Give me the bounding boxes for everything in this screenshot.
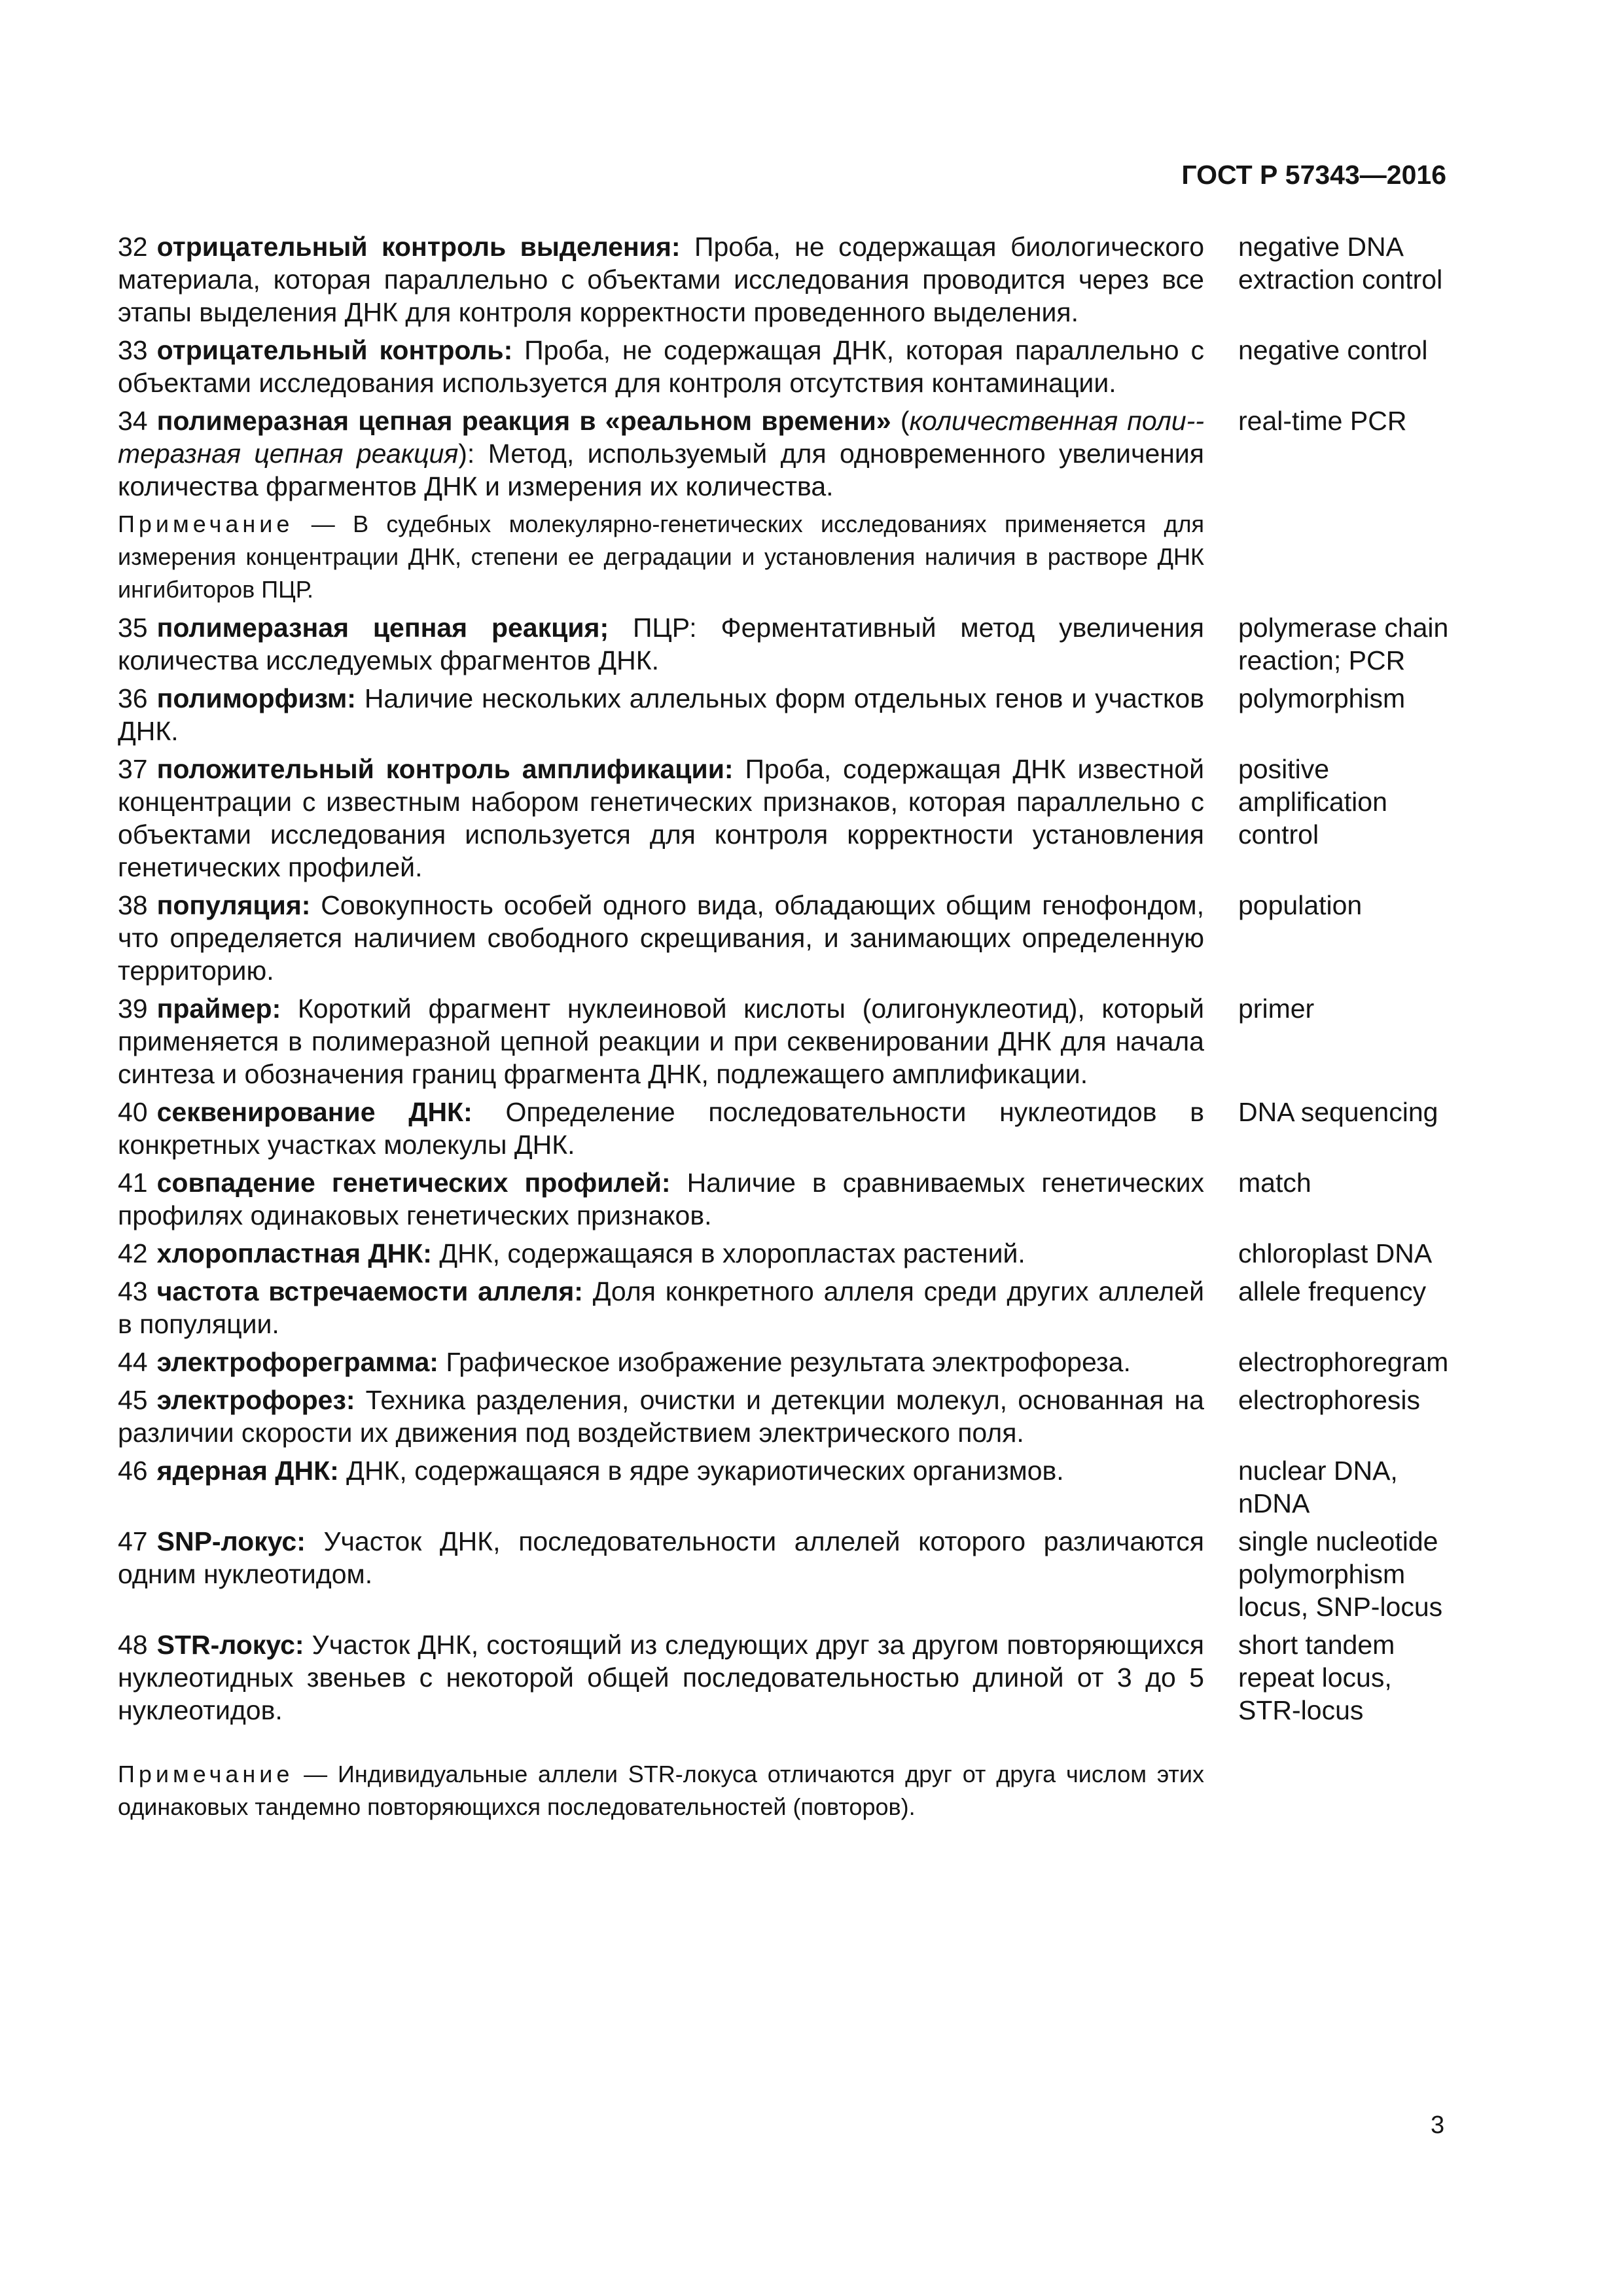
term-title: ядерная ДНК: xyxy=(156,1456,339,1486)
english-equivalent: match xyxy=(1238,1168,1311,1198)
term-definition xyxy=(118,1096,1204,1161)
term-definition xyxy=(118,1628,1204,1727)
definition-text: ): Метод, используемый для одновременного увеличения количества фрагментов ДНК и измерения их количества. xyxy=(118,439,1204,501)
term-number: 48 xyxy=(118,1630,148,1660)
definition-text: ДНК, содержащаяся в ядре эукариотических организмов. xyxy=(338,1456,1064,1486)
term-definition xyxy=(118,404,1204,503)
term-number: 34 xyxy=(118,406,148,436)
term-number: 42 xyxy=(118,1238,148,1268)
definition-text: Графическое изображение результата электрофореза. xyxy=(438,1347,1131,1377)
term-definition xyxy=(118,230,1204,329)
term-entry xyxy=(118,1275,1453,1340)
term-title: секвенирование ДНК: xyxy=(156,1097,473,1127)
term-title: SNP-локус: xyxy=(156,1526,306,1556)
english-equivalent: nuclear DNA, nDNA xyxy=(1238,1456,1398,1518)
english-equivalent: real-time PCR xyxy=(1238,406,1407,436)
term-entry xyxy=(118,1454,1453,1520)
term-number: 35 xyxy=(118,613,148,643)
definition-text: Проба, не содержащая ДНК, которая параллельно с объектами исследования используется для контроля отсутствия контаминации. xyxy=(118,335,1204,398)
term-definition xyxy=(118,682,1204,747)
english-equivalent: DNA sequencing xyxy=(1238,1097,1438,1127)
note-after-34 xyxy=(118,508,1204,606)
term-entry xyxy=(118,1166,1453,1232)
term-entry xyxy=(118,889,1453,987)
term-entry xyxy=(118,1096,1453,1161)
term-title: отрицательный контроль: xyxy=(156,335,513,365)
term-entry xyxy=(118,682,1453,747)
english-equivalent: allele frequency xyxy=(1238,1276,1427,1306)
terms-list xyxy=(118,230,1453,1829)
term-number: 44 xyxy=(118,1347,148,1377)
term-title: положительный контроль амплификации: xyxy=(156,754,734,784)
english-equivalent: negative DNA extraction control xyxy=(1238,232,1443,295)
term-title: отрицательный контроль выделения: xyxy=(156,232,681,262)
term-entry xyxy=(118,992,1453,1090)
english-equivalent: primer xyxy=(1238,994,1315,1024)
definition-text: Участок ДНК, последовательности аллелей которого различаются одним нуклеотидом. xyxy=(118,1526,1204,1589)
term-definition xyxy=(118,1275,1204,1340)
term-number: 46 xyxy=(118,1456,148,1486)
definition-text: Наличие в сравниваемых генетических профилях одинаковых генетических признаков. xyxy=(118,1168,1204,1230)
term-number: 37 xyxy=(118,754,148,784)
term-title: полимеразная цепная реакция в «реальном времени» xyxy=(156,406,891,436)
definition-synonym: количественная поли-mеразная цепная реакция xyxy=(118,406,1204,469)
term-definition xyxy=(118,334,1204,399)
english-equivalent: negative control xyxy=(1238,335,1428,365)
definition-text: ДНК, содержащаяся в хлоропластах растений. xyxy=(431,1238,1026,1268)
term-entry xyxy=(118,1237,1453,1270)
term-definition xyxy=(118,1237,1204,1270)
english-equivalent: positive amplification control xyxy=(1238,754,1387,850)
term-number: 43 xyxy=(118,1276,148,1306)
term-title: электрофорез: xyxy=(156,1385,355,1415)
term-definition xyxy=(118,1384,1204,1449)
term-number: 45 xyxy=(118,1385,148,1415)
definition-prefix: ( xyxy=(891,406,910,436)
definition-text: Определение последовательности нуклеотидов в конкретных участках молекулы ДНК. xyxy=(118,1097,1204,1160)
term-definition xyxy=(118,1525,1204,1623)
term-number: 38 xyxy=(118,890,148,920)
term-definition xyxy=(118,1166,1204,1232)
term-definition xyxy=(118,611,1204,677)
definition-text: Доля конкретного аллеля среди других аллелей в популяции. xyxy=(118,1276,1204,1339)
definition-text: Проба, не содержащая биологического материала, которая параллельно с объектами исследования проводится через все этапы выделения ДНК для контроля корректности проведенного выделения. xyxy=(118,232,1204,327)
term-entry xyxy=(118,404,1453,503)
english-equivalent: single nucleotide polymorphism locus, SNP-locus xyxy=(1238,1526,1443,1622)
term-number: 39 xyxy=(118,994,148,1024)
english-equivalent: polymerase chain reaction; PCR xyxy=(1238,613,1449,675)
term-number: 47 xyxy=(118,1526,148,1556)
note-text: — Индивидуальные аллели STR-локуса отличаются друг от друга числом этих одинаковых тандемно повторяющихся последовательностей (повторов). xyxy=(118,1761,1204,1820)
term-title: STR-локус: xyxy=(156,1630,304,1660)
term-number: 32 xyxy=(118,232,148,262)
note-label: Примечание xyxy=(118,511,294,537)
note-after-48 xyxy=(118,1758,1204,1823)
term-title: электрофореграмма: xyxy=(156,1347,438,1377)
english-equivalent: polymorphism xyxy=(1238,683,1406,713)
term-title: полиморфизм: xyxy=(156,683,356,713)
term-entry xyxy=(118,230,1453,329)
term-number: 33 xyxy=(118,335,148,365)
term-entry xyxy=(118,1346,1453,1378)
page-number: 3 xyxy=(1431,2111,1445,2139)
term-entry xyxy=(118,1628,1453,1727)
note-text: — В судебных молекулярно-генетических исследованиях применяется для измерения концентрации ДНК, степени ее деградации и установления наличия в растворе ДНК ингибиторов ПЦР. xyxy=(118,511,1204,603)
term-title: совпадение генетических профилей: xyxy=(156,1168,671,1198)
english-equivalent: population xyxy=(1238,890,1363,920)
definition-text: Проба, содержащая ДНК известной концентрации с известным набором генетических признаков, которая параллельно с объектами исследования используется для контроля корректности установления генетических профилей. xyxy=(118,754,1205,882)
english-equivalent: electrophoregram xyxy=(1238,1347,1449,1377)
term-entry xyxy=(118,753,1453,884)
definition-text: Ферментативный метод увеличения количества исследуемых фрагментов ДНК. xyxy=(118,613,1204,675)
term-entry xyxy=(118,1525,1453,1623)
term-title: популяция: xyxy=(156,890,311,920)
term-entry xyxy=(118,1384,1453,1449)
english-equivalent: chloroplast DNA xyxy=(1238,1238,1433,1268)
term-number: 41 xyxy=(118,1168,148,1198)
definition-text: Техника разделения, очистки и детекции молекул, основанная на различии скорости их движения под воздействием электрического поля. xyxy=(118,1385,1204,1448)
term-number: 36 xyxy=(118,683,148,713)
term-entry xyxy=(118,334,1453,399)
term-entry xyxy=(118,611,1453,677)
definition-text: Совокупность особей одного вида, обладающих общим генофондом, что определяется наличием свободного скрещивания, и занимающих определенную территорию. xyxy=(118,890,1204,986)
definition-text: Короткий фрагмент нуклеиновой кислоты (олигонуклеотид), который применяется в полимеразной цепной реакции и при секвенировании ДНК для начала синтеза и обозначения границ фрагмента ДНК, подлежащего амплификации. xyxy=(118,994,1204,1089)
definition-text: Наличие нескольких аллельных форм отдельных генов и участков ДНК. xyxy=(118,683,1204,746)
term-number: 40 xyxy=(118,1097,148,1127)
term-definition xyxy=(118,753,1204,884)
term-title: частота встречаемости аллеля: xyxy=(156,1276,583,1306)
term-definition xyxy=(118,992,1204,1090)
document-id: ГОСТ Р 57343—2016 xyxy=(1181,160,1446,190)
term-title: полимеразная цепная реакция; xyxy=(156,613,609,643)
term-definition xyxy=(118,1454,1204,1520)
term-definition xyxy=(118,1346,1204,1378)
english-equivalent: short tandem repeat locus, STR-locus xyxy=(1238,1630,1395,1725)
term-title: праймер: xyxy=(156,994,281,1024)
definition-prefix: ПЦР: xyxy=(609,613,697,643)
english-equivalent: electrophoresis xyxy=(1238,1385,1421,1415)
note-label: Примечание xyxy=(118,1761,294,1787)
definition-text: Участок ДНК, состоящий из следующих друг за другом повторяющихся нуклеотидных звеньев с некоторой общей последовательностью длиной от 3 до 5 нуклеотидов. xyxy=(118,1630,1204,1725)
term-title: хлоропластная ДНК: xyxy=(156,1238,432,1268)
term-definition xyxy=(118,889,1204,987)
